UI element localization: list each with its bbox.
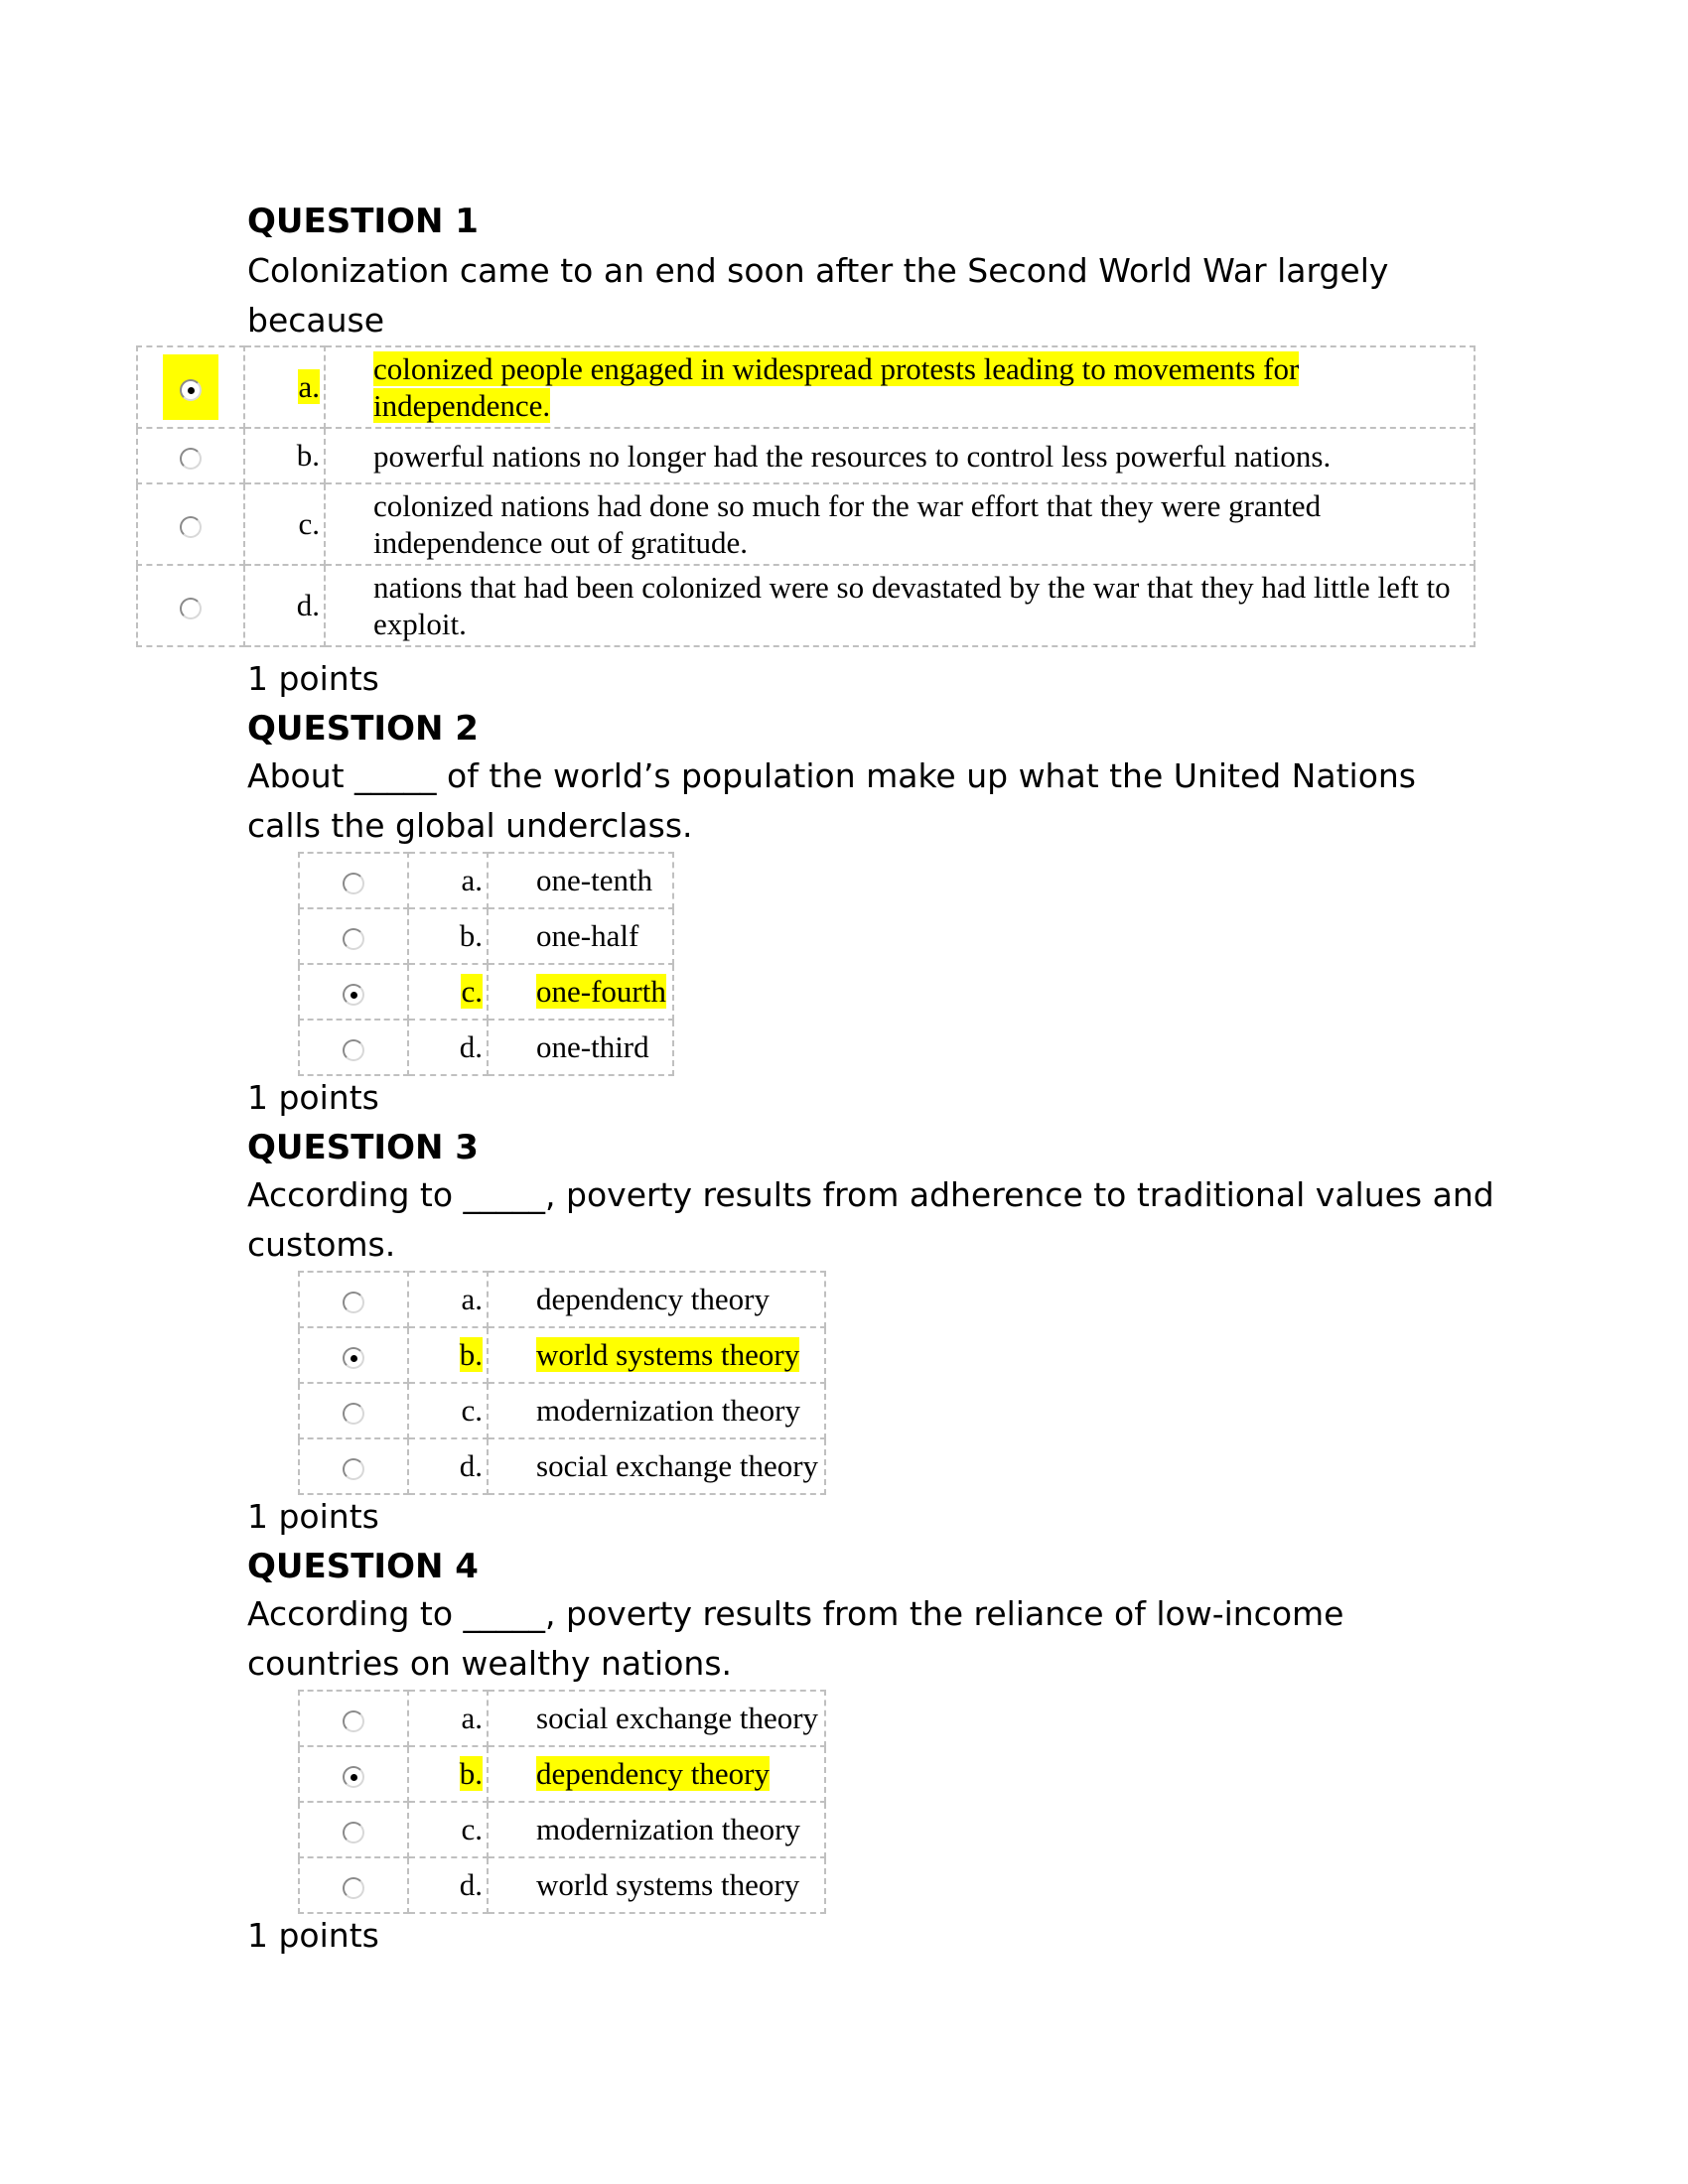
option-text: colonized nations had done so much for the war effort that they were granted independence out of gratitude. bbox=[373, 488, 1322, 560]
option-letter-cell bbox=[244, 483, 325, 565]
option-text: world systems theory bbox=[536, 1337, 800, 1372]
option-letter: a. bbox=[298, 369, 320, 404]
option-letter: b. bbox=[296, 438, 320, 473]
option-answer-cell bbox=[325, 565, 1475, 646]
option-answer-cell bbox=[488, 1802, 825, 1857]
option-letter-cell bbox=[408, 1327, 488, 1383]
option-letter: d. bbox=[459, 1029, 483, 1064]
question-2-points: 1 points bbox=[247, 1078, 379, 1117]
option-text: social exchange theory bbox=[536, 1448, 819, 1483]
option-text: one-fourth bbox=[536, 974, 666, 1009]
option-answer-cell bbox=[488, 1691, 825, 1746]
option-row[interactable] bbox=[299, 1383, 825, 1438]
option-letter-cell bbox=[408, 1857, 488, 1913]
option-radio-cell[interactable] bbox=[137, 565, 244, 646]
radio-button[interactable] bbox=[343, 1877, 364, 1899]
radio-button-selected[interactable] bbox=[343, 1766, 364, 1788]
radio-button[interactable] bbox=[343, 1458, 364, 1480]
option-letter-cell bbox=[408, 964, 488, 1020]
option-answer-cell bbox=[325, 483, 1475, 565]
question-4-title: QUESTION 4 bbox=[247, 1547, 479, 1586]
option-answer-cell bbox=[488, 1327, 825, 1383]
option-radio-cell[interactable] bbox=[299, 1746, 408, 1802]
option-row[interactable] bbox=[299, 1691, 825, 1746]
option-row[interactable] bbox=[137, 483, 1475, 565]
radio-button[interactable] bbox=[343, 1292, 364, 1313]
option-answer-cell bbox=[325, 346, 1475, 428]
question-3-prompt: According to _____, poverty results from adherence to traditional values and customs. bbox=[247, 1175, 1494, 1264]
option-row[interactable] bbox=[299, 853, 673, 908]
option-answer-cell bbox=[488, 1438, 825, 1494]
option-radio-cell[interactable] bbox=[137, 483, 244, 565]
option-letter: b. bbox=[459, 918, 483, 953]
option-letter: a. bbox=[461, 1701, 483, 1735]
option-answer-cell bbox=[325, 428, 1475, 483]
option-letter: d. bbox=[296, 588, 320, 622]
radio-button[interactable] bbox=[343, 1822, 364, 1843]
option-answer-cell bbox=[488, 964, 673, 1020]
option-radio-cell[interactable] bbox=[299, 1383, 408, 1438]
option-text: one-third bbox=[536, 1029, 649, 1064]
option-row[interactable] bbox=[299, 1857, 825, 1913]
option-letter: c. bbox=[298, 506, 320, 541]
option-row[interactable] bbox=[299, 1802, 825, 1857]
question-3-options bbox=[298, 1271, 826, 1495]
option-text: modernization theory bbox=[536, 1393, 800, 1428]
radio-button[interactable] bbox=[180, 598, 202, 619]
option-letter: d. bbox=[459, 1867, 483, 1902]
option-radio-cell[interactable] bbox=[299, 1272, 408, 1327]
option-answer-cell bbox=[488, 1857, 825, 1913]
radio-button[interactable] bbox=[343, 873, 364, 894]
option-answer-cell bbox=[488, 853, 673, 908]
question-4-points: 1 points bbox=[247, 1916, 379, 1955]
option-letter: c. bbox=[461, 974, 483, 1009]
option-letter: b. bbox=[459, 1337, 483, 1372]
option-letter: c. bbox=[461, 1393, 483, 1428]
option-letter-cell bbox=[408, 1438, 488, 1494]
question-1-options bbox=[136, 345, 1476, 647]
option-text: one-half bbox=[536, 918, 639, 953]
option-letter-cell bbox=[408, 853, 488, 908]
option-text: dependency theory bbox=[536, 1756, 770, 1791]
option-text: nations that had been colonized were so devastated by the war that they had little left to exploit. bbox=[373, 570, 1451, 641]
question-2-title: QUESTION 2 bbox=[247, 709, 479, 749]
option-text: dependency theory bbox=[536, 1282, 770, 1316]
radio-button-selected[interactable] bbox=[343, 984, 364, 1006]
option-row[interactable] bbox=[299, 1272, 825, 1327]
option-row[interactable] bbox=[137, 565, 1475, 646]
option-answer-cell bbox=[488, 1383, 825, 1438]
option-letter-cell bbox=[408, 908, 488, 964]
option-row[interactable] bbox=[137, 428, 1475, 483]
option-letter: a. bbox=[461, 863, 483, 897]
option-letter-cell bbox=[244, 346, 325, 428]
radio-button[interactable] bbox=[343, 928, 364, 950]
option-letter: b. bbox=[459, 1756, 483, 1791]
option-row[interactable] bbox=[299, 1438, 825, 1494]
radio-button[interactable] bbox=[343, 1039, 364, 1061]
option-row[interactable] bbox=[299, 908, 673, 964]
question-1-points: 1 points bbox=[247, 659, 379, 698]
option-radio-cell[interactable] bbox=[299, 1327, 408, 1383]
option-text: modernization theory bbox=[536, 1812, 800, 1846]
option-row[interactable] bbox=[299, 964, 673, 1020]
option-text: social exchange theory bbox=[536, 1701, 819, 1735]
question-4-prompt: According to _____, poverty results from the reliance of low-income countries on wealthy nations. bbox=[247, 1594, 1344, 1683]
radio-button[interactable] bbox=[180, 448, 202, 470]
option-answer-cell bbox=[488, 908, 673, 964]
question-2-options bbox=[298, 852, 674, 1076]
option-radio-cell[interactable] bbox=[299, 908, 408, 964]
option-row[interactable] bbox=[299, 1020, 673, 1075]
option-text: colonized people engaged in widespread protests leading to movements for independence. bbox=[373, 351, 1300, 423]
option-text: one-tenth bbox=[536, 863, 653, 897]
option-row[interactable] bbox=[299, 1327, 825, 1383]
option-letter-cell bbox=[408, 1691, 488, 1746]
option-letter-cell bbox=[408, 1746, 488, 1802]
radio-button-selected[interactable] bbox=[343, 1347, 364, 1369]
option-letter-cell bbox=[408, 1020, 488, 1075]
option-letter-cell bbox=[408, 1272, 488, 1327]
option-letter: d. bbox=[459, 1448, 483, 1483]
option-answer-cell bbox=[488, 1020, 673, 1075]
question-3-points: 1 points bbox=[247, 1497, 379, 1536]
option-text: powerful nations no longer had the resources to control less powerful nations. bbox=[373, 438, 1332, 474]
option-radio-cell[interactable] bbox=[299, 1857, 408, 1913]
option-radio-cell[interactable] bbox=[299, 1802, 408, 1857]
option-letter-cell bbox=[408, 1802, 488, 1857]
option-answer-cell bbox=[488, 1272, 825, 1327]
question-1-title: QUESTION 1 bbox=[247, 202, 479, 241]
option-radio-cell[interactable] bbox=[299, 853, 408, 908]
option-radio-cell[interactable] bbox=[299, 964, 408, 1020]
radio-button[interactable] bbox=[180, 516, 202, 538]
question-1-prompt: Colonization came to an end soon after the Second World War largely because bbox=[247, 251, 1389, 340]
option-letter-cell bbox=[244, 565, 325, 646]
question-2-prompt: About _____ of the world’s population make up what the United Nations calls the global underclass. bbox=[247, 756, 1416, 845]
option-row[interactable] bbox=[137, 346, 1475, 428]
selected-highlight bbox=[163, 354, 218, 420]
option-letter: a. bbox=[461, 1282, 483, 1316]
radio-button-selected[interactable] bbox=[180, 379, 202, 401]
option-text: world systems theory bbox=[536, 1867, 800, 1902]
option-letter-cell bbox=[408, 1383, 488, 1438]
option-letter-cell bbox=[244, 428, 325, 483]
option-row[interactable] bbox=[299, 1746, 825, 1802]
option-radio-cell[interactable] bbox=[137, 428, 244, 483]
option-radio-cell[interactable] bbox=[299, 1438, 408, 1494]
question-3-title: QUESTION 3 bbox=[247, 1128, 479, 1167]
radio-button[interactable] bbox=[343, 1710, 364, 1732]
option-radio-cell[interactable] bbox=[299, 1020, 408, 1075]
option-answer-cell bbox=[488, 1746, 825, 1802]
option-radio-cell[interactable] bbox=[299, 1691, 408, 1746]
question-4-options bbox=[298, 1690, 826, 1914]
option-radio-cell[interactable] bbox=[137, 346, 244, 428]
option-letter: c. bbox=[461, 1812, 483, 1846]
radio-button[interactable] bbox=[343, 1403, 364, 1425]
